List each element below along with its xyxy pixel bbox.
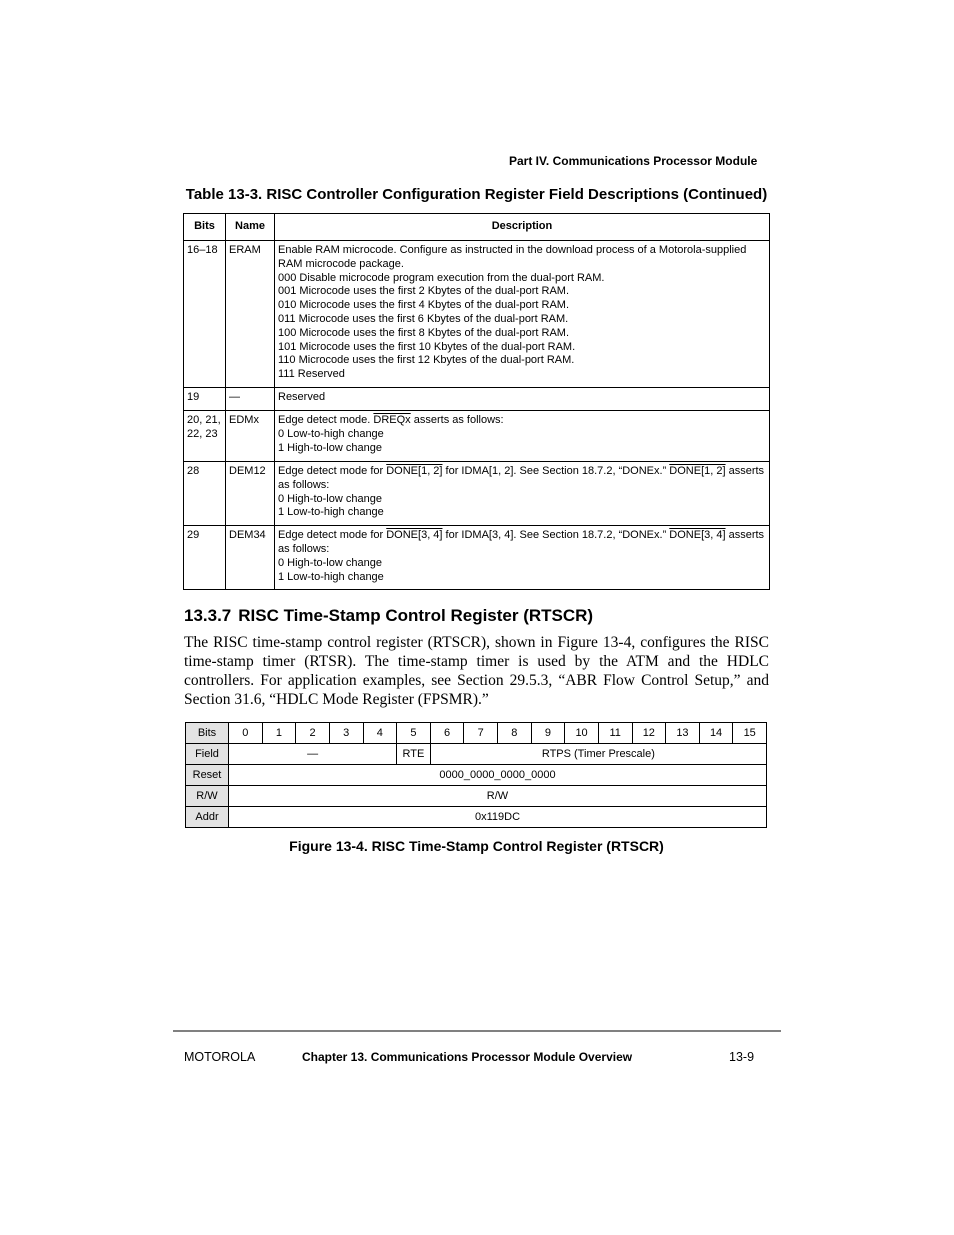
bit-number: 10 (565, 723, 599, 744)
bit-number: 14 (699, 723, 733, 744)
register-bits-row (186, 723, 767, 744)
field-rte: RTE (397, 744, 431, 765)
bit-number: 8 (498, 723, 532, 744)
desc-line: 011 Microcode uses the first 6 Kbytes of the dual-port RAM. (278, 312, 569, 325)
table-header-row (184, 214, 770, 241)
section-title: RISC Time-Stamp Control Register (RTSCR) (238, 606, 594, 625)
desc-line: 110 Microcode uses the first 12 Kbytes of the dual-port RAM. (278, 354, 575, 367)
desc-line: Edge detect mode. DREQx asserts as follows: (278, 414, 504, 426)
cell-description (275, 462, 770, 526)
row-label-rw: R/W (186, 786, 229, 807)
table-row (184, 526, 770, 590)
desc-line: 1 High-to-low change (278, 441, 382, 454)
cell-bits: 28 (184, 462, 226, 526)
desc-line: 000 Disable microcode program execution from the dual-port RAM. (278, 271, 605, 284)
addr-value: 0x119DC (229, 807, 767, 828)
cell-description (275, 388, 770, 411)
signal-name: DONE[3, 4] (669, 529, 726, 542)
bit-number: 7 (464, 723, 498, 744)
row-label-field: Field (186, 744, 229, 765)
desc-line: 101 Microcode uses the first 10 Kbytes of the dual-port RAM. (278, 340, 576, 353)
signal-name: DONE[1, 2] (669, 465, 726, 477)
reset-value: 0000_0000_0000_0000 (229, 765, 767, 786)
body-paragraph: The RISC time-stamp control register (RTSCR), shown in Figure 13-4, configures the RISC time-stamp timer (RTSR). The time-stamp timer is used by the ATM and the HDLC controllers. For application examples, see Section 29.5.3, “ABR Flow Control Setup,” and Section 31.6, “HDLC Mode Register (FPSMR).” (184, 634, 769, 708)
desc-line: 001 Microcode uses the first 2 Kbytes of the dual-port RAM. (278, 285, 570, 298)
footer-page-number: 13-9 (729, 1050, 755, 1064)
register-field-row (186, 744, 767, 765)
bit-number: 13 (666, 723, 700, 744)
signal-name: DONE[1, 2] (386, 465, 443, 477)
desc-line: 111 Reserved (278, 368, 345, 381)
cell-description (275, 411, 770, 462)
running-header: Part IV. Communications Processor Module (509, 154, 758, 168)
row-label-reset: Reset (186, 765, 229, 786)
table-row (184, 411, 770, 462)
bit-number: 5 (397, 723, 431, 744)
cell-description (275, 241, 770, 388)
footer-chapter-title: Chapter 13. Communications Processor Module Overview (302, 1050, 633, 1064)
signal-name: DREQx (373, 414, 411, 426)
desc-line: Reserved (278, 391, 326, 403)
cell-name: — (226, 388, 275, 411)
desc-line: 100 Microcode uses the first 8 Kbytes of the dual-port RAM. (278, 326, 570, 339)
desc-line: 0 High-to-low change (278, 556, 382, 569)
bit-number: 1 (262, 723, 296, 744)
cell-bits: 16–18 (184, 241, 226, 388)
table-row (184, 241, 770, 388)
row-label-bits: Bits (186, 723, 229, 744)
bit-number: 3 (329, 723, 363, 744)
col-header-name: Name (226, 214, 275, 241)
bit-number: 4 (363, 723, 397, 744)
cell-name: DEM34 (226, 526, 275, 590)
bit-number: 6 (430, 723, 464, 744)
figure-caption: Figure 13-4. RISC Time-Stamp Control Register (RTSCR) (289, 838, 664, 854)
table-title: Table 13-3. RISC Controller Configuration Register Field Descriptions (Continued) (185, 186, 768, 203)
cell-name: EDMx (226, 411, 275, 462)
desc-line: Enable RAM microcode. Configure as instructed in the download process of a Motorola-supplied RAM microcode package. (278, 244, 747, 270)
field-description-table (183, 213, 770, 590)
cell-name: DEM12 (226, 462, 275, 526)
bit-number: 12 (632, 723, 666, 744)
footer-publisher: MOTOROLA (184, 1050, 256, 1064)
desc-line: 0 High-to-low change (278, 492, 382, 505)
desc-line: 1 Low-to-high change (278, 506, 384, 519)
col-header-bits: Bits (184, 214, 226, 241)
cell-bits: 19 (184, 388, 226, 411)
desc-line: Edge detect mode for DONE[1, 2] for IDMA[1, 2]. See Section 18.7.2, “DONEx.” DONE[1, 2] asserts as follows: (278, 465, 765, 491)
cell-description (275, 526, 770, 590)
row-label-addr: Addr (186, 807, 229, 828)
field-reserved: — (229, 744, 397, 765)
bit-number: 9 (531, 723, 565, 744)
section-heading (184, 606, 593, 626)
register-reset-row (186, 765, 767, 786)
cell-bits: 29 (184, 526, 226, 590)
desc-line: 010 Microcode uses the first 4 Kbytes of the dual-port RAM. (278, 299, 570, 312)
cell-bits: 20, 21, 22, 23 (184, 411, 226, 462)
bit-number: 0 (229, 723, 263, 744)
desc-line: 1 Low-to-high change (278, 570, 384, 583)
bit-number: 15 (733, 723, 767, 744)
bit-number: 2 (296, 723, 330, 744)
rw-value: R/W (229, 786, 767, 807)
section-number: 13.3.7 (184, 606, 232, 625)
cell-name: ERAM (226, 241, 275, 388)
footer-divider (173, 1030, 781, 1032)
col-header-description: Description (275, 214, 770, 241)
desc-line: Edge detect mode for DONE[3, 4] for IDMA[3, 4]. See Section 18.7.2, “DONEx.” DONE[3, 4] asserts as follows: (278, 529, 765, 555)
table-row (184, 388, 770, 411)
desc-line: 0 Low-to-high change (278, 427, 384, 440)
table-row (184, 462, 770, 526)
field-rtps: RTPS (Timer Prescale) (430, 744, 766, 765)
signal-name: DONE[3, 4] (386, 529, 443, 542)
register-addr-row (186, 807, 767, 828)
register-diagram (185, 722, 767, 828)
register-rw-row (186, 786, 767, 807)
bit-number: 11 (598, 723, 632, 744)
